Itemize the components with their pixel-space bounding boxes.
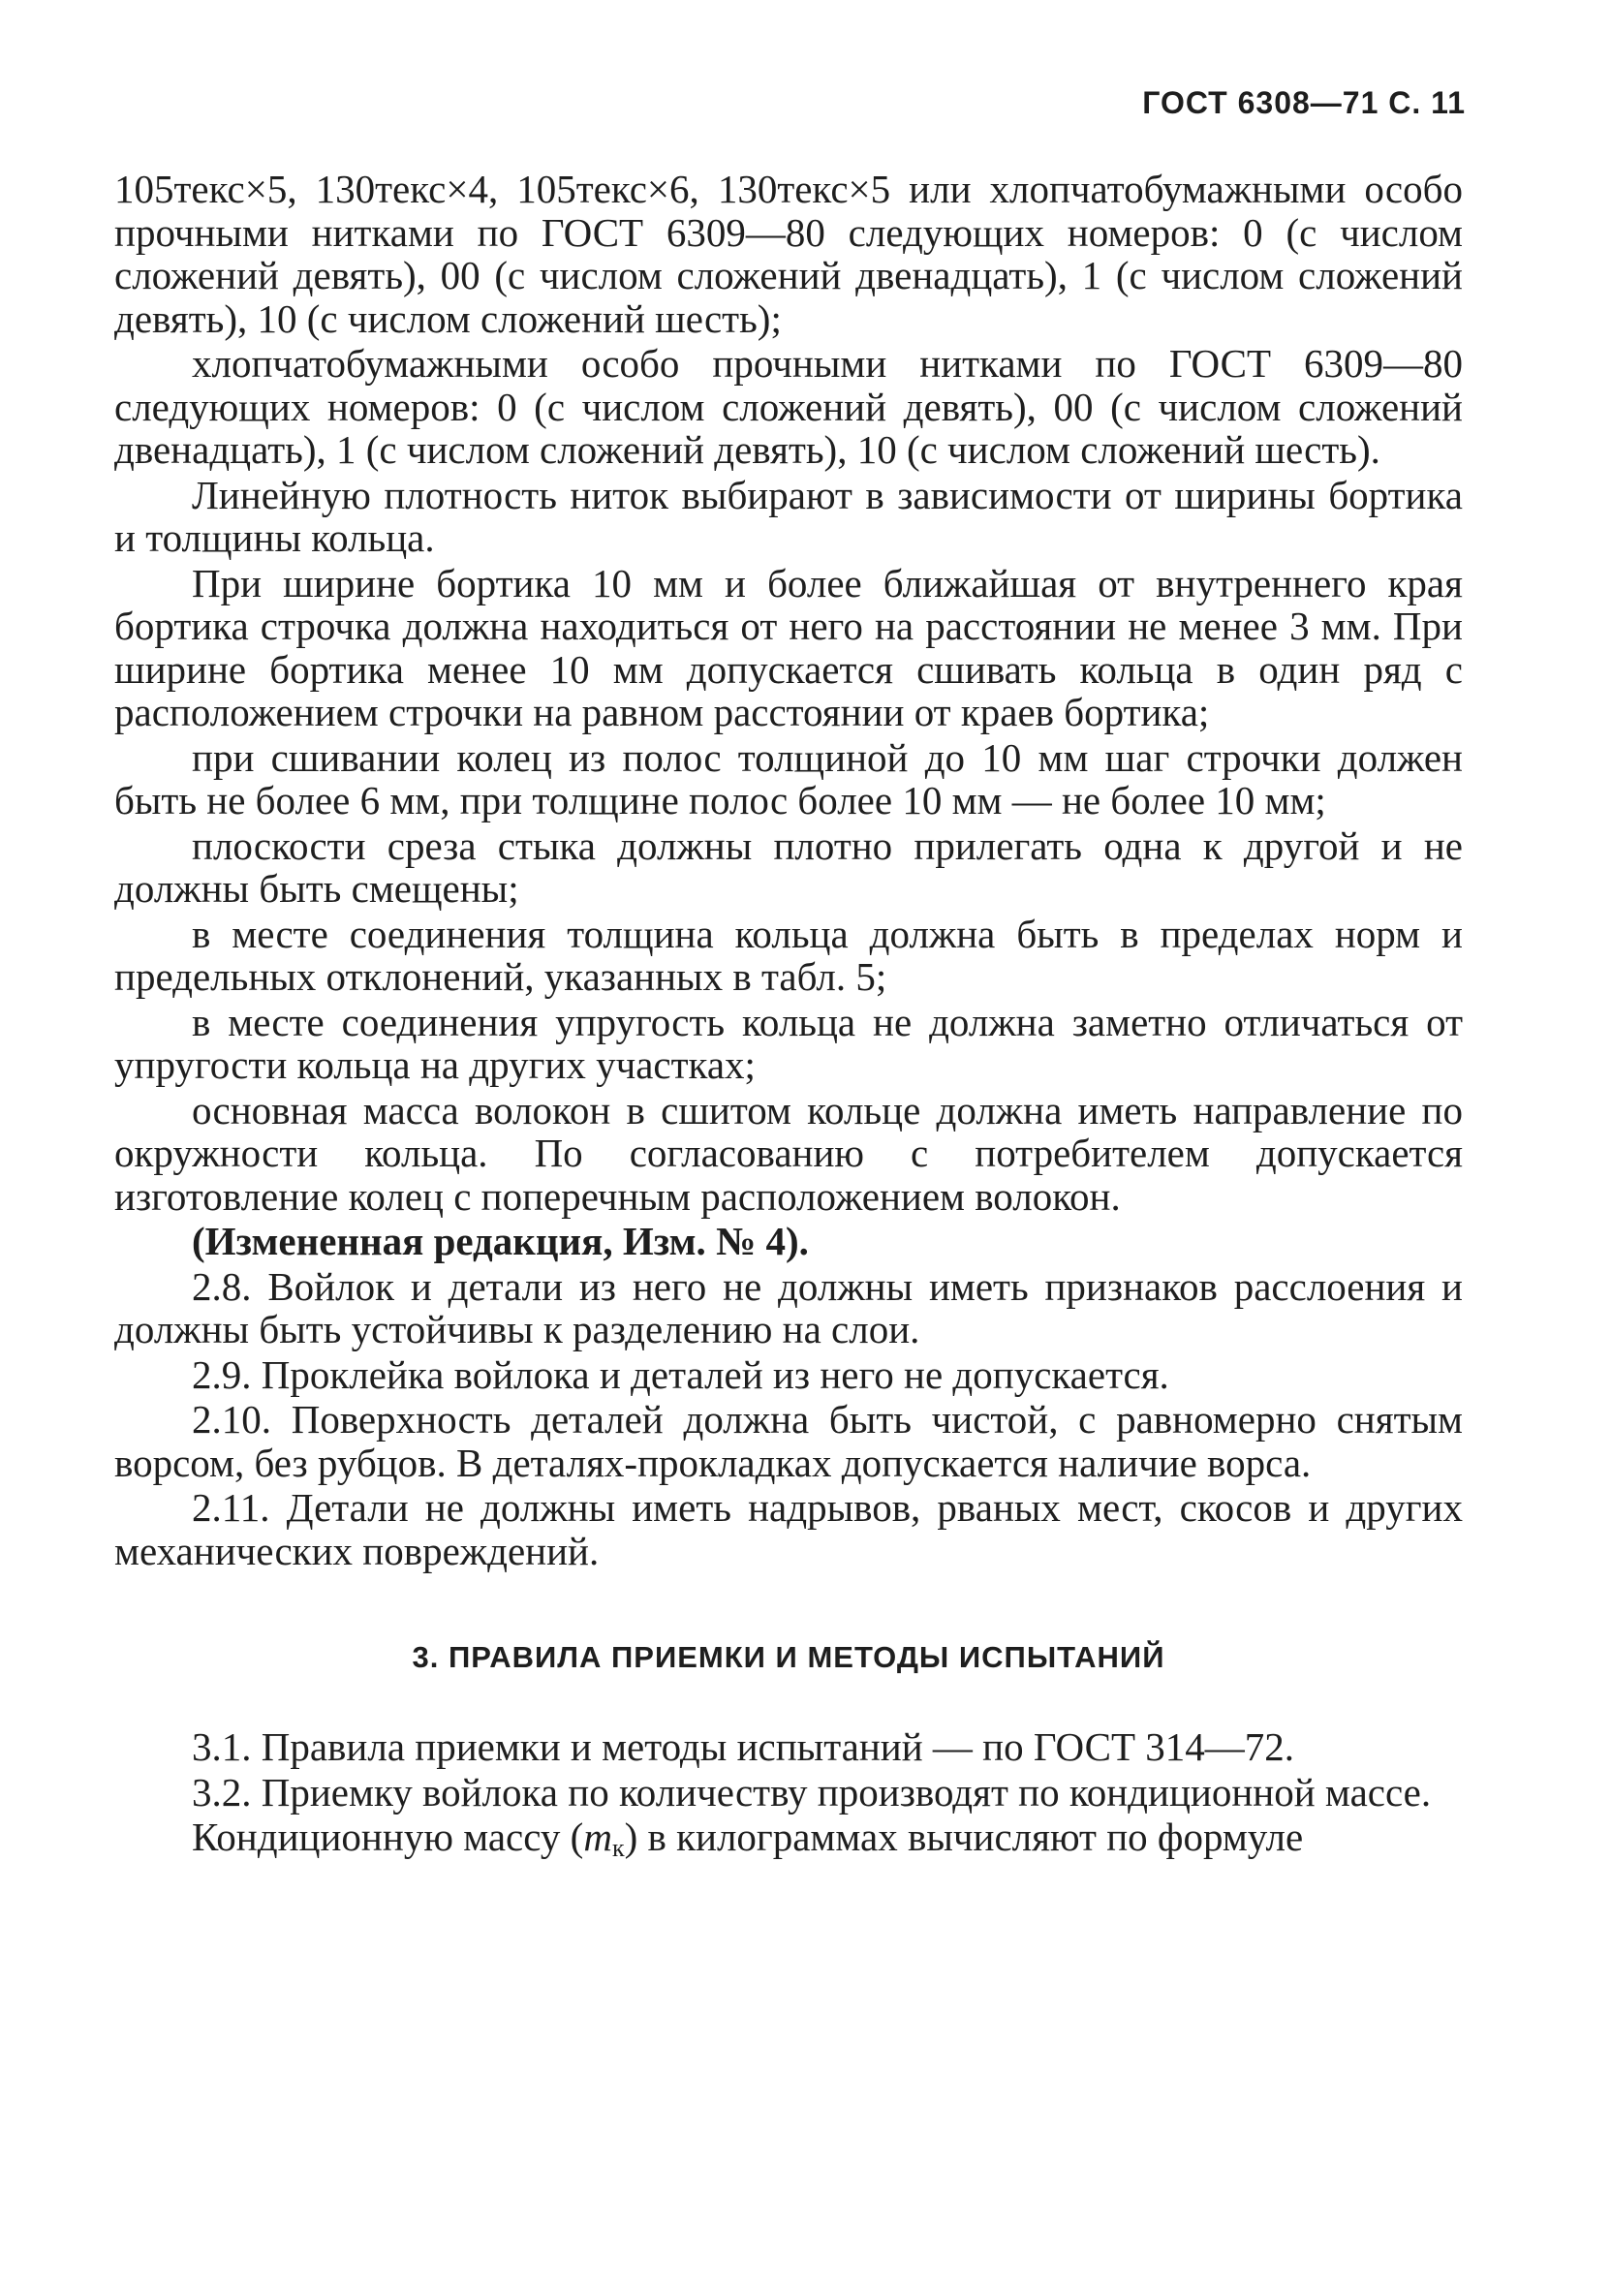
formula-intro [114, 1815, 1463, 1871]
body-text [114, 168, 1463, 1871]
paragraph: При ширине бортика 10 мм и более ближайшая от внутреннего края бортика строчка должна находиться от него на расстоянии не менее 3 мм. При ширине бортика менее 10 мм допускается сшивать кольца в один ряд с расположением строчки на равном расстоянии от краев бортика; [114, 560, 1463, 734]
formula-symbol: m [583, 1815, 612, 1859]
paragraph: хлопчатобумажными особо прочными нитками по ГОСТ 6309—80 следующих номеров: 0 (с числом сложений девять), 00 (с числом сложений двенадцать), 1 (с числом сложений девять), 10 (с числом сложений шесть). [114, 341, 1463, 472]
formula-intro-text-end: ) в килограммах вычисляют по формуле [624, 1815, 1304, 1859]
clause-2-8: 2.8. Войлок и детали из него не должны иметь признаков расслоения и должны быть устойчивы к разделению на слои. [114, 1263, 1463, 1351]
paragraph: основная масса волокон в сшитом кольце должна иметь направление по окружности кольца. По согласованию с потребителем допускается изготовление колец с поперечным расположением волокон. [114, 1087, 1463, 1219]
clause-2-10: 2.10. Поверхность деталей должна быть чистой, с равномерно снятым ворсом, без рубцов. В деталях-прокладках допускается наличие ворса. [114, 1397, 1463, 1485]
clause-3-2: 3.2. Приемку войлока по количеству производят по кондиционной массе. [192, 1769, 1432, 1815]
paragraph: Линейную плотность ниток выбирают в зависимости от ширины бортика и толщины кольца. [114, 472, 1463, 560]
formula-intro-text: Кондиционную массу ( [192, 1815, 584, 1859]
paragraph: в месте соединения упругость кольца не должна заметно отличаться от упругости кольца на других участках; [114, 999, 1463, 1087]
paragraph: плоскости среза стыка должны плотно прилегать одна к другой и не должны быть смещены; [114, 822, 1463, 911]
clause-2-11: 2.11. Детали не должны иметь надрывов, рваных мест, скосов и других механических повреждений. [114, 1485, 1463, 1573]
section-title: 3. ПРАВИЛА ПРИЕМКИ И МЕТОДЫ ИСПЫТАНИЙ [412, 1640, 1165, 1674]
clause-2-9: 2.9. Проклейка войлока и деталей из него не допускается. [192, 1351, 1169, 1397]
paragraph: при сшивании колец из полос толщиной до 10 мм шаг строчки должен быть не более 6 мм, при толщине полос более 10 мм — не более 10 мм; [114, 734, 1463, 822]
clause-3-1: 3.1. Правила приемки и методы испытаний — по ГОСТ 314—72. [192, 1724, 1295, 1769]
running-head: ГОСТ 6308—71 С. 11 [1142, 85, 1466, 120]
amendment-note: (Измененная редакция, Изм. № 4). [192, 1219, 809, 1263]
formula-subscript: к [611, 1834, 625, 1862]
paragraph: в месте соединения толщина кольца должна быть в пределах норм и предельных отклонений, указанных в табл. 5; [114, 911, 1463, 999]
paragraph: 105текс×5, 130текс×4, 105текс×6, 130текс×5 или хлопчатобумажными особо прочными нитками по ГОСТ 6309—80 следующих номеров: 0 (с числом сложений девять), 00 (с числом сложений двенадцать), 1 (с числом сложений девять), 10 (с числом сложений шесть); [114, 167, 1463, 341]
